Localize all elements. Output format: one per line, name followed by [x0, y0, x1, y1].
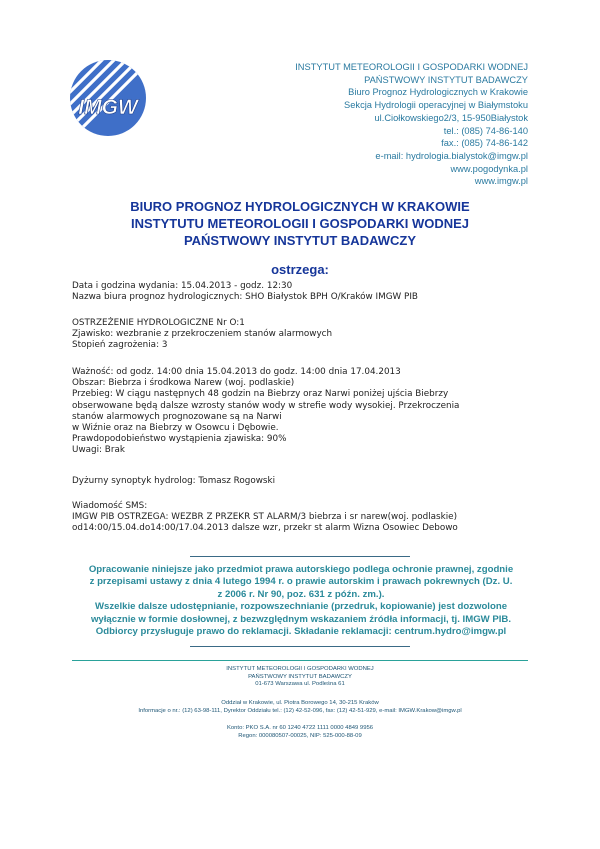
- bureau-title-line: INSTYTUTU METEOROLOGII I GOSPODARKI WODNEJ: [130, 216, 469, 231]
- header-website-link[interactable]: www.pogodynka.pl: [450, 163, 528, 174]
- issue-office: Nazwa biura prognoz hydrologicznych: SHO Białystok BPH O/Kraków IMGW PIB: [72, 292, 418, 303]
- footer-line: 01-673 Warszawa ul. Podleśna 61: [255, 681, 345, 688]
- notice-line: Wszelkie dalsze udostępnianie, rozpowszechnianie (przedruk, kopiowanie) jest dozwolone: [94, 601, 508, 613]
- notice-line: wyłącznie w formie dosłownej, z bezwzględnym wskazaniem źródła informacji, tj. IMGW PIB.: [90, 613, 512, 625]
- warning-phenomenon: Zjawisko: wezbranie z przekroczeniem stanów alarmowych: [72, 329, 333, 340]
- duty-officer: Dyżurny synoptyk hydrolog: Tomasz Rogowski: [72, 476, 276, 486]
- logo-text: IMGW: [78, 96, 138, 119]
- warning-heading: ostrzega:: [271, 262, 329, 277]
- header-line: Biuro Prognoz Hydrologicznych w Krakowie: [348, 87, 528, 98]
- footer-line: Regon: 000080507-00025, NIP: 525-000-88-09: [238, 732, 362, 739]
- header-fax: fax.: (085) 74-86-142: [441, 138, 528, 149]
- warning-info: [72, 318, 542, 352]
- header-line: Sekcja Hydrologii operacyjnej w Białymstoku: [344, 100, 528, 111]
- institute-header: [218, 61, 528, 188]
- notice-divider-top: [190, 556, 410, 557]
- course-line: stanów alarmowych prognozowane są na Narwi: [72, 411, 282, 422]
- footer-line: PAŃSTWOWY INSTYTUT BADAWCZY: [248, 673, 352, 680]
- footer-line: Konto: PKO S.A. nr 60 1240 4722 1111 0000 4849 9956: [226, 725, 374, 731]
- warning-number: OSTRZEŻENIE HYDROLOGICZNE Nr O:1: [72, 318, 245, 328]
- footer-divider: [72, 660, 528, 661]
- course-line: obserwowane będą dalsze wzrosty stanów wody w strefie wody wysokiej. Przekroczenia: [72, 400, 460, 411]
- header-line: PAŃSTWOWY INSTYTUT BADAWCZY: [364, 74, 528, 85]
- issue-info: [72, 281, 542, 303]
- validity: Ważność: od godz. 14:00 dnia 15.04.2013 do godz. 14:00 dnia 17.04.2013: [72, 367, 401, 377]
- footer-hq: [72, 666, 528, 689]
- bureau-title: [0, 198, 600, 249]
- course-line: w Wiźnie oraz na Biebrzy w Osowcu i Dębowie.: [72, 423, 279, 434]
- header-email-link[interactable]: e-mail: hydrologia.bialystok@imgw.pl: [375, 150, 528, 161]
- header-line: INSTYTUT METEOROLOGII I GOSPODARKI WODNEJ: [295, 62, 528, 72]
- header-website-link[interactable]: www.imgw.pl: [474, 176, 528, 187]
- bureau-title-line: BIURO PROGNOZ HYDROLOGICZNYCH W KRAKOWIE: [130, 199, 470, 214]
- warning-details: [72, 367, 542, 457]
- sms-line: od14:00/15.04.do14:00/17.04.2013 dalsze wzr, przekr st alarm Wizna Osowiec Debowo: [72, 523, 458, 534]
- footer-line: Oddział w Krakowie, ul. Piotra Borowego 14, 30-215 Kraków: [221, 700, 379, 706]
- copyright-notice: [66, 564, 536, 638]
- footer-branch: [72, 700, 528, 715]
- footer-line: Informacje o nr.: (12) 63-98-111, Dyrektor Oddziału tel.: (12) 42-52-096, fax: (12) 42-51-929, e-mail: IMGW.Krakow@imgw.pl: [138, 707, 462, 714]
- header-address: ul.Ciołkowskiego2/3, 15-950Białystok: [374, 112, 528, 123]
- imgw-logo: [68, 58, 148, 138]
- footer-line: INSTYTUT METEOROLOGII I GOSPODARKI WODNEJ: [226, 666, 374, 672]
- sms-label: Wiadomość SMS:: [72, 501, 148, 511]
- notice-line: z 2006 r. Nr 90, poz. 631 z późn. zm.).: [217, 588, 385, 600]
- sms-message: [72, 501, 542, 535]
- warning-level: Stopień zagrożenia: 3: [72, 340, 168, 351]
- header-phone: tel.: (085) 74-86-140: [443, 125, 528, 136]
- notice-divider-bottom: [190, 646, 410, 647]
- area: Obszar: Biebrza i środkowa Narew (woj. podlaskie): [72, 378, 295, 389]
- sms-line: IMGW PIB OSTRZEGA: WEZBR Z PRZEKR ST ALARM/3 biebrza i sr narew(woj. podlaskie): [72, 512, 457, 523]
- bureau-title-line: PAŃSTWOWY INSTYTUT BADAWCZY: [183, 233, 417, 248]
- issue-date: Data i godzina wydania: 15.04.2013 - godz. 12:30: [72, 281, 293, 291]
- notice-line: Odbiorcy przysługuje prawo do reklamacji. Składanie reklamacji: centrum.hydro@imgw.pl: [95, 626, 507, 638]
- notice-line: z przepisami ustawy z dnia 4 lutego 1994 r. o prawie autorskim i prawach pokrewnych (Dz. U.: [89, 576, 513, 588]
- remarks: Uwagi: Brak: [72, 445, 125, 456]
- course-line: Przebieg: W ciągu następnych 48 godzin na Biebrzy oraz Narwi poniżej ujścia Biebrzy: [72, 389, 449, 400]
- footer-bank: [72, 725, 528, 740]
- probability: Prawdopodobieństwo wystąpienia zjawiska: 90%: [72, 434, 287, 445]
- notice-line: Opracowanie niniejsze jako przedmiot prawa autorskiego podlega ochronie prawnej, zgodnie: [88, 564, 514, 575]
